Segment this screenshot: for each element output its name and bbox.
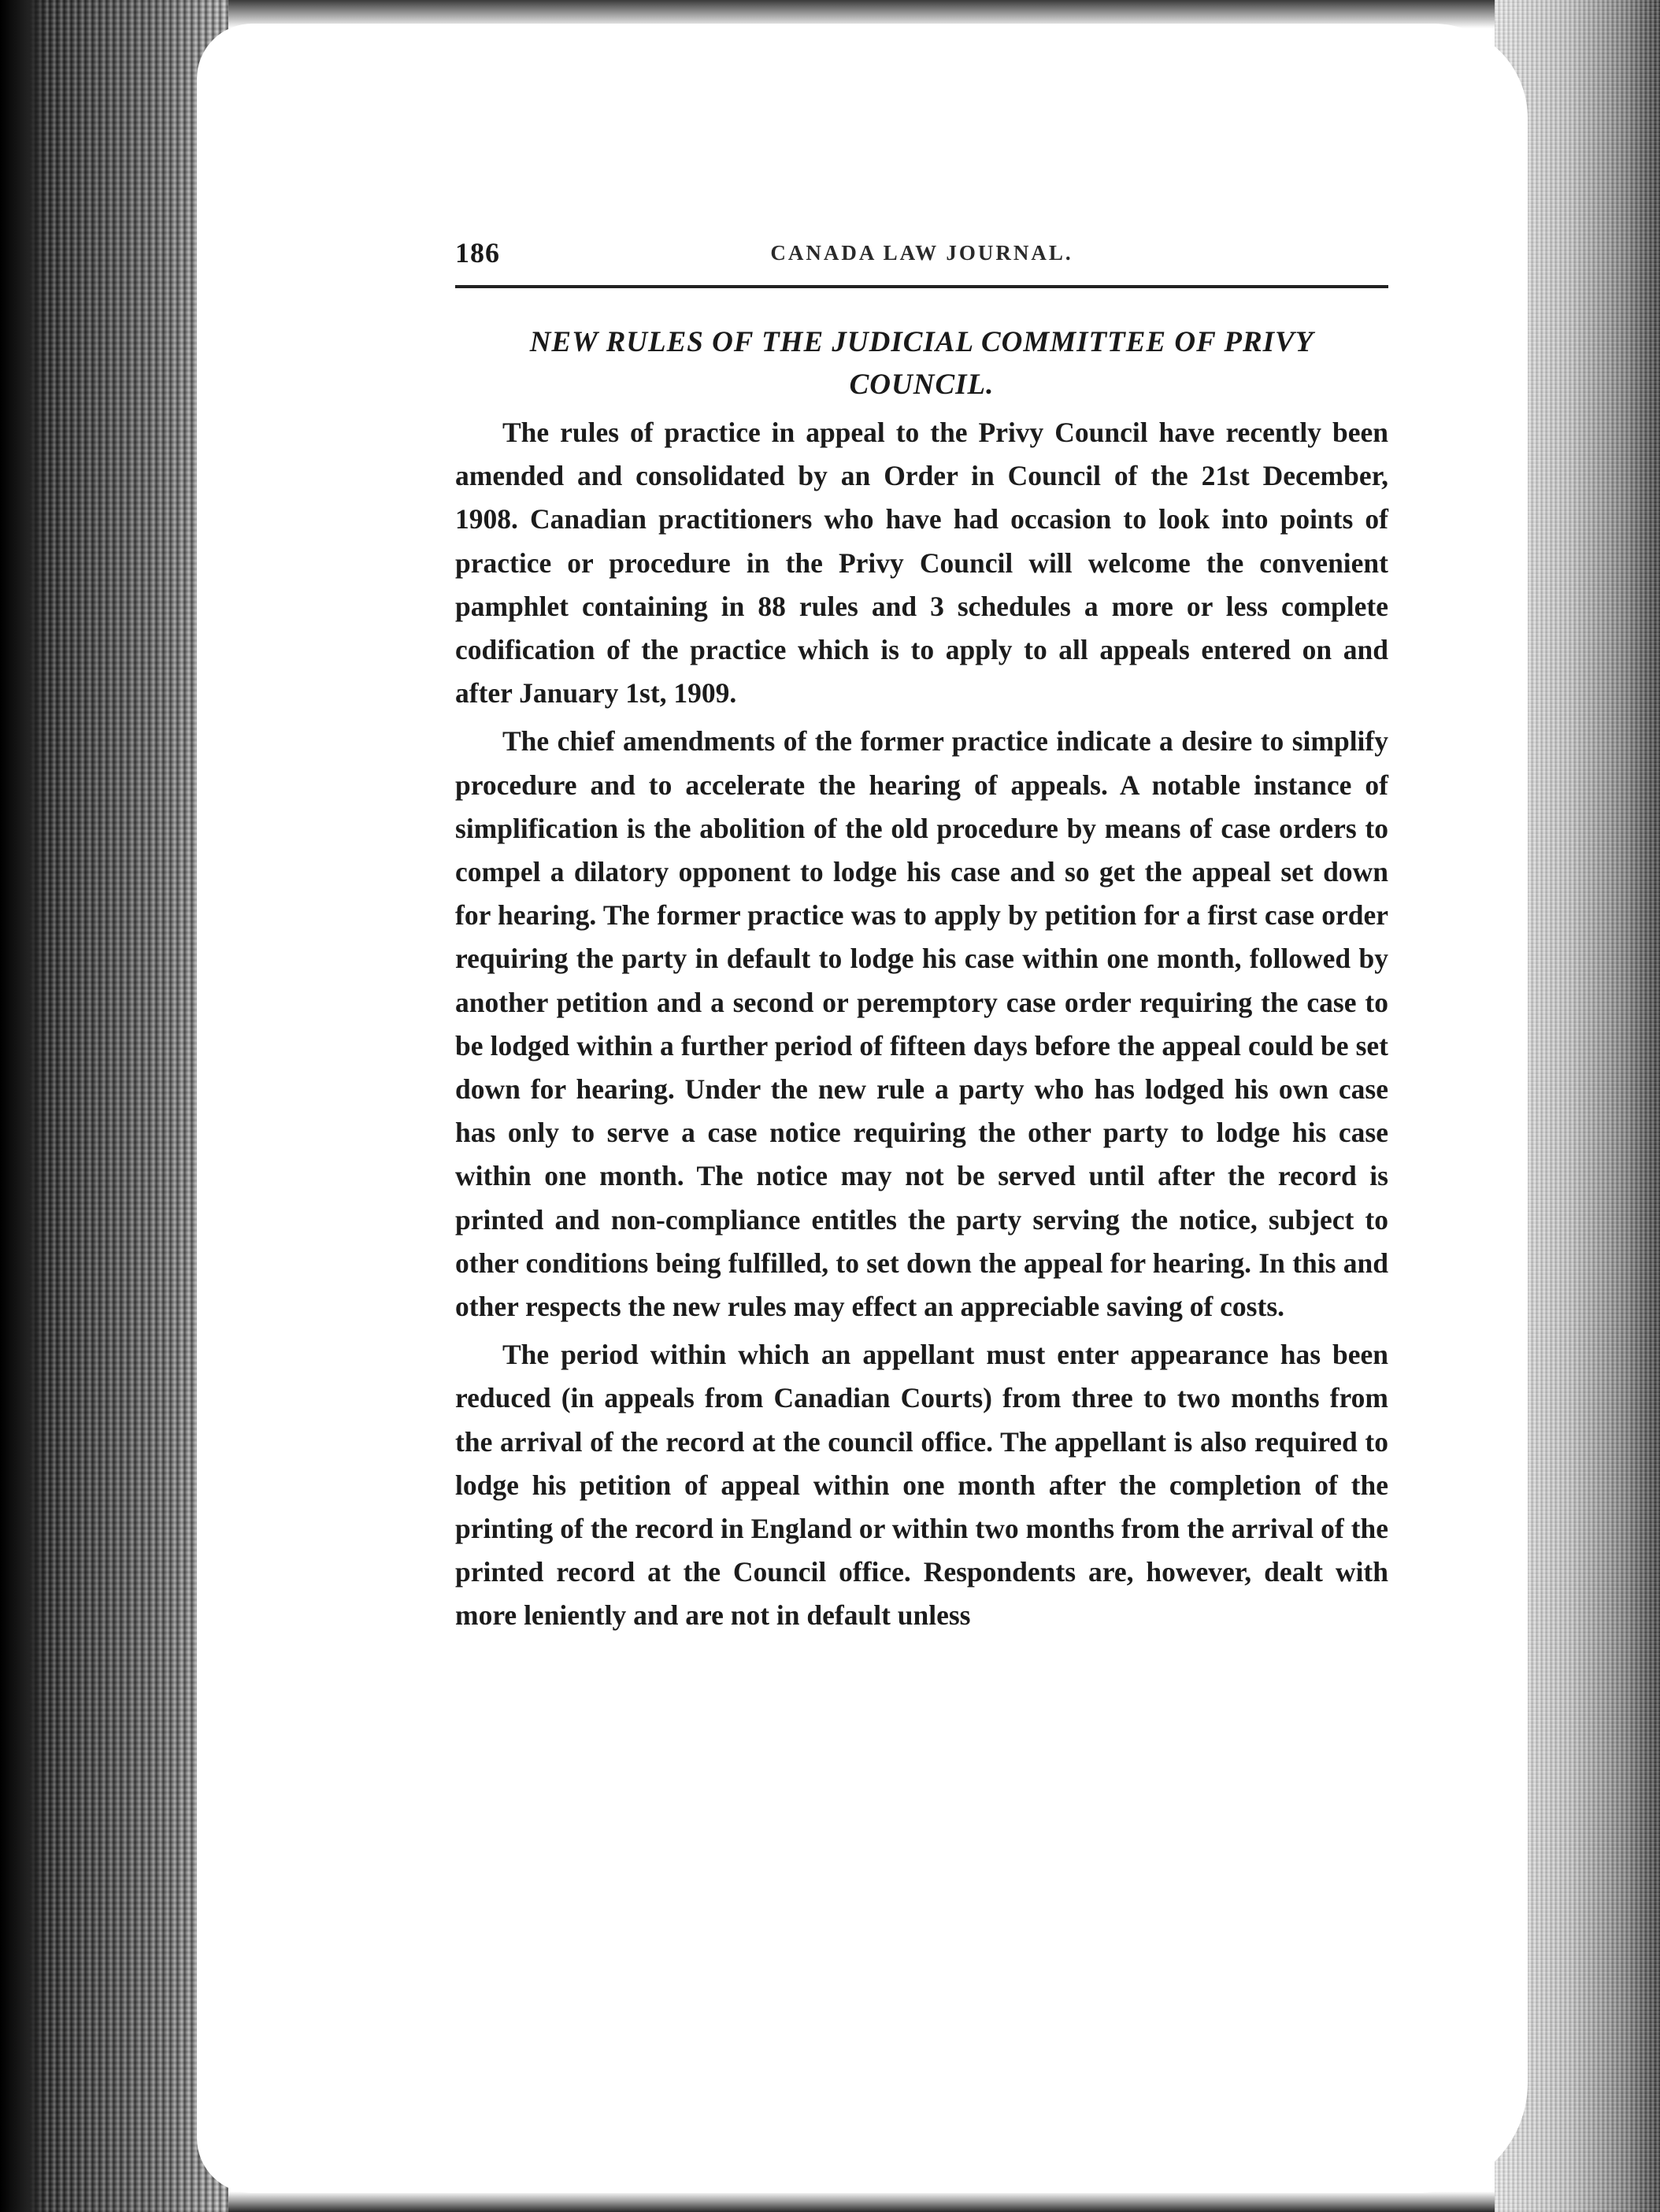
article-title: NEW RULES OF THE JUDICIAL COMMITTEE OF PRIVY COUNCIL.	[529, 326, 1314, 401]
scan-edge-binding	[0, 0, 47, 2212]
page-number: 186	[455, 237, 500, 269]
paragraph-1: The rules of practice in appeal to the Privy Council have recently been amended and consolidated by an Order in Council of the 21st December, 1908. Canadian practitioners who have had occasion to look into points of practice or procedure in the Privy Council will welcome the convenient pamphlet containing in 88 rules and 3 schedules a more or less complete codification of the practice which is to apply to all appeals entered on and after January 1st, 1909.	[455, 417, 1388, 710]
page-header	[455, 236, 1388, 276]
header-rule	[455, 285, 1388, 288]
journal-page	[455, 236, 1388, 1638]
paragraph-2: The chief amendments of the former practice indicate a desire to simplify procedure and to accelerate the hearing of appeals. A notable instance of simplification is the abolition of the old procedure by means of case orders to compel a dilatory opponent to lodge his case and so get the appeal set down for hearing. The former practice was to apply by petition for a first case order requiring the party in default to lodge his case within one month, followed by another petition and a second or peremptory case order requiring the case to be lodged within a further period of fifteen days before the appeal could be set down for hearing. Under the new rule a party who has lodged his own case has only to serve a case notice requiring the other party to lodge his case within one month. The notice may not be served until after the record is printed and non-compliance entitles the party serving the notice, subject to other conditions being fulfilled, to set down the appeal for hearing. In this and other respects the new rules may effect an appreciable saving of costs.	[455, 725, 1388, 1323]
running-head: CANADA LAW JOURNAL.	[770, 241, 1073, 265]
scan-edge-bottom	[228, 2192, 1495, 2212]
paragraph-3: The period within which an appellant must enter appearance has been reduced (in appeals from Canadian Courts) from three to two months from the arrival of the record at the council office. The appellant is also required to lodge his petition of appeal within one month after the completion of the printing of the record in England or within two months from the arrival of the printed record at the Council office. Respondents are, however, dealt with more leniently and are not in default unless	[455, 1339, 1388, 1632]
